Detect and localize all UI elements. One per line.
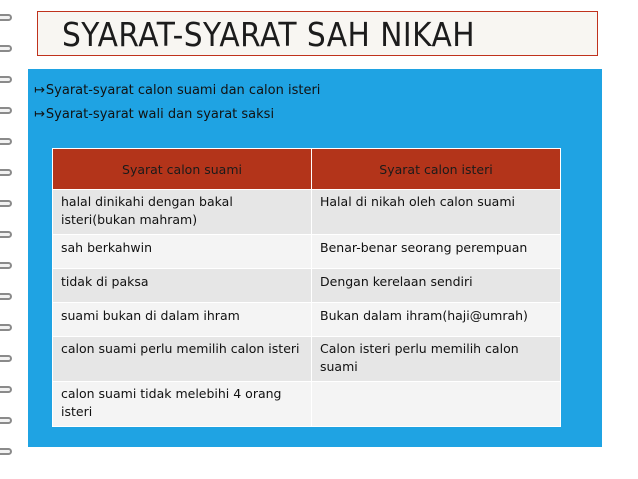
- table-cell: halal dinikahi dengan bakal isteri(bukan mahram): [53, 190, 312, 235]
- bullet-item: [34, 78, 320, 102]
- column-header-isteri: Syarat calon isteri: [312, 149, 561, 190]
- spiral-ring: [0, 231, 12, 238]
- spiral-ring: [0, 14, 12, 21]
- spiral-ring: [0, 293, 12, 300]
- spiral-ring: [0, 169, 12, 176]
- table-row: [53, 382, 561, 427]
- table-cell: Calon isteri perlu memilih calon suami: [312, 337, 561, 382]
- bullet-item: [34, 102, 320, 126]
- table-row: [53, 303, 561, 337]
- bullet-text: Syarat-syarat wali dan syarat saksi: [45, 106, 275, 122]
- spiral-ring: [0, 107, 12, 114]
- table-cell: Bukan dalam ihram(haji@umrah): [312, 303, 561, 337]
- spiral-ring: [0, 262, 12, 269]
- table-cell: calon suami tidak melebihi 4 orang isteri: [53, 382, 312, 427]
- spiral-ring: [0, 386, 12, 393]
- bullet-text: Syarat-syarat calon suami dan calon isteri: [45, 82, 321, 98]
- column-header-suami: Syarat calon suami: [53, 149, 312, 190]
- spiral-ring: [0, 200, 12, 207]
- table-row: [53, 337, 561, 382]
- table-cell: Halal di nikah oleh calon suami: [312, 190, 561, 235]
- bullet-list: [34, 78, 320, 126]
- spiral-ring: [0, 355, 12, 362]
- spiral-ring: [0, 324, 12, 331]
- requirements-table: [52, 148, 561, 427]
- table-row: [53, 235, 561, 269]
- table-cell: [312, 382, 561, 427]
- arrow-bullet-icon: ↦: [34, 106, 45, 122]
- page-title: SYARAT-SYARAT SAH NIKAH: [62, 15, 476, 54]
- spiral-ring: [0, 76, 12, 83]
- table-row: [53, 190, 561, 235]
- spiral-ring: [0, 417, 12, 424]
- table-header-row: [53, 149, 561, 190]
- spiral-ring: [0, 138, 12, 145]
- table-cell: Dengan kerelaan sendiri: [312, 269, 561, 303]
- binder-spiral: [0, 14, 24, 474]
- spiral-ring: [0, 448, 12, 455]
- table-cell: tidak di paksa: [53, 269, 312, 303]
- spiral-ring: [0, 45, 12, 52]
- table-cell: calon suami perlu memilih calon isteri: [53, 337, 312, 382]
- arrow-bullet-icon: ↦: [34, 82, 45, 98]
- table-cell: sah berkahwin: [53, 235, 312, 269]
- content-panel: [28, 69, 602, 447]
- title-bar: [37, 11, 598, 56]
- table-cell: suami bukan di dalam ihram: [53, 303, 312, 337]
- table-row: [53, 269, 561, 303]
- table-cell: Benar-benar seorang perempuan: [312, 235, 561, 269]
